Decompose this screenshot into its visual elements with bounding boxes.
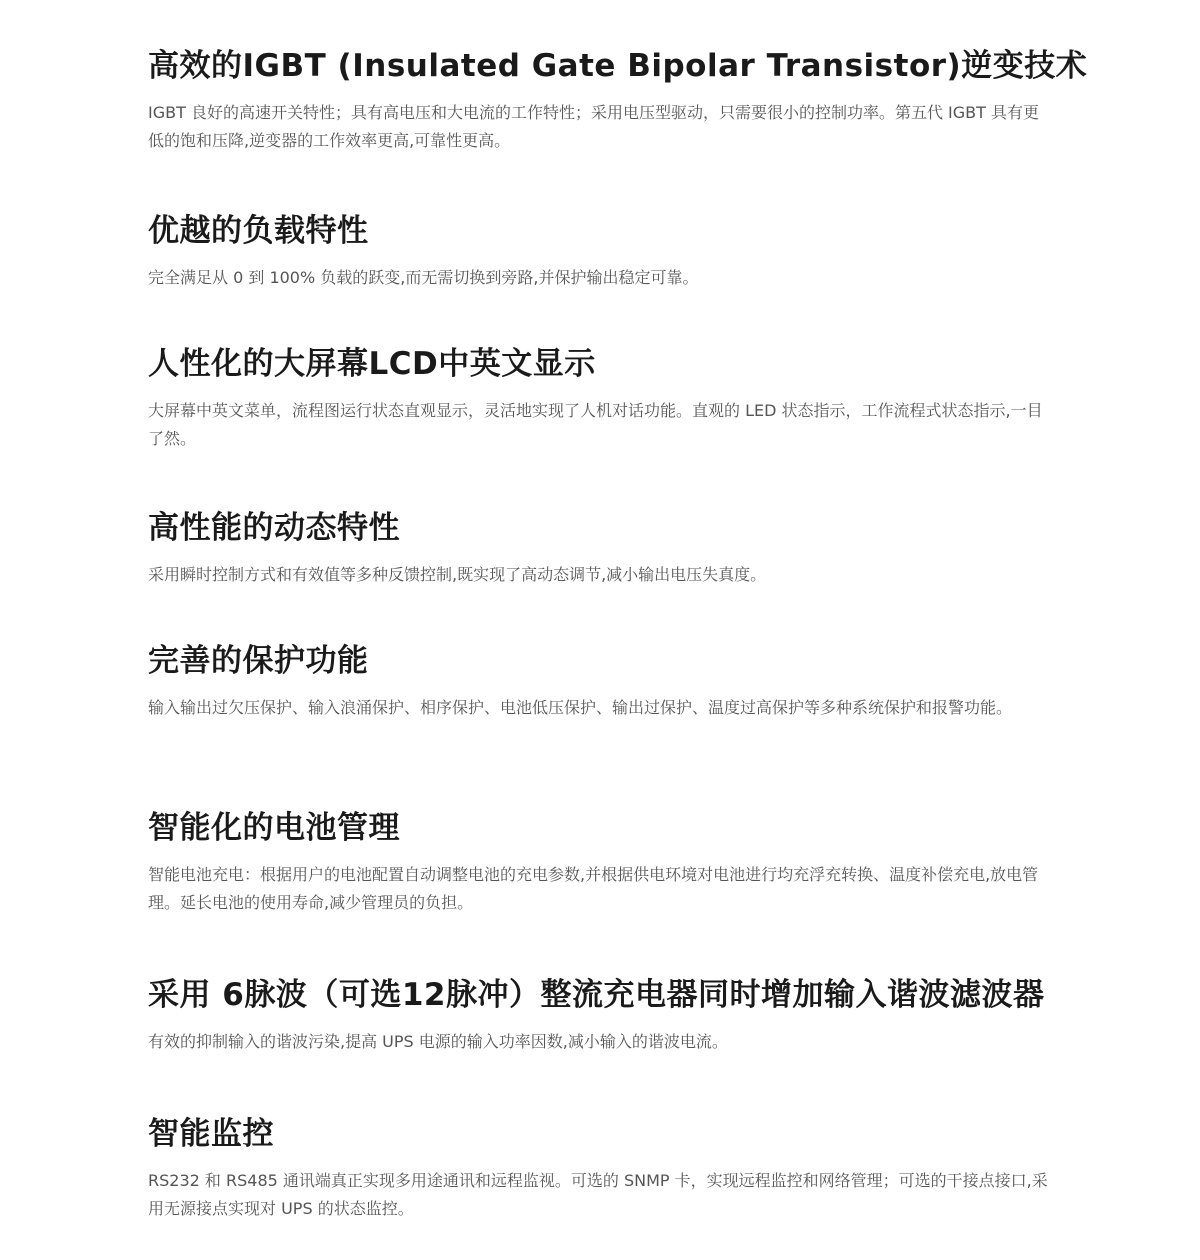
- feature-title: 智能监控: [148, 1116, 274, 1152]
- feature-smart-monitoring: [148, 1114, 1048, 1223]
- feature-title: 智能化的电池管理: [148, 810, 400, 846]
- feature-title: 优越的负载特性: [148, 213, 369, 249]
- feature-title: 高效的IGBT (Insulated Gate Bipolar Transistor)逆变技术: [148, 48, 1088, 84]
- feature-battery-management: [148, 808, 1048, 917]
- feature-rectifier-filter: [148, 975, 1048, 1056]
- feature-description: 采用瞬时控制方式和有效值等多种反馈控制,既实现了高动态调节,减小输出电压失真度。: [148, 565, 767, 584]
- feature-title: 高性能的动态特性: [148, 510, 400, 546]
- feature-description: 输入输出过欠压保护、输入浪涌保护、相序保护、电池低压保护、输出过保护、温度过高保护等多种系统保护和报警功能。: [148, 698, 1013, 717]
- feature-description: 智能电池充电：根据用户的电池配置自动调整电池的充电参数,并根据供电环境对电池进行均充浮充转换、温度补偿充电,放电管理。延长电池的使用寿命,减少管理员的负担。: [148, 865, 1039, 912]
- feature-description: 大屏幕中英文菜单，流程图运行状态直观显示，灵活地实现了人机对话功能。直观的 LED 状态指示，工作流程式状态指示,一目了然。: [148, 401, 1043, 448]
- feature-igbt-inverter: [148, 46, 1088, 155]
- feature-description: 完全满足从 0 到 100% 负载的跃变,而无需切换到旁路,并保护输出稳定可靠。: [148, 268, 699, 287]
- feature-protection: [148, 641, 1048, 722]
- feature-title: 人性化的大屏幕LCD中英文显示: [148, 346, 596, 382]
- feature-lcd-display: [148, 344, 1048, 453]
- feature-load-characteristics: [148, 211, 1048, 292]
- feature-description: RS232 和 RS485 通讯端真正实现多用途通讯和远程监视。可选的 SNMP 卡，实现远程监控和网络管理；可选的干接点接口,采用无源接点实现对 UPS 的状态监控。: [148, 1171, 1048, 1218]
- feature-dynamic-characteristics: [148, 508, 1048, 589]
- feature-description: 有效的抑制输入的谐波污染,提高 UPS 电源的输入功率因数,减小输入的谐波电流。: [148, 1032, 728, 1051]
- feature-description: IGBT 良好的高速开关特性；具有高电压和大电流的工作特性；采用电压型驱动，只需要很小的控制功率。第五代 IGBT 具有更低的饱和压降,逆变器的工作效率更高,可靠性更高。: [148, 103, 1039, 150]
- feature-title: 完善的保护功能: [148, 643, 369, 679]
- feature-title: 采用 6脉波（可选12脉冲）整流充电器同时增加输入谐波滤波器: [148, 977, 1045, 1013]
